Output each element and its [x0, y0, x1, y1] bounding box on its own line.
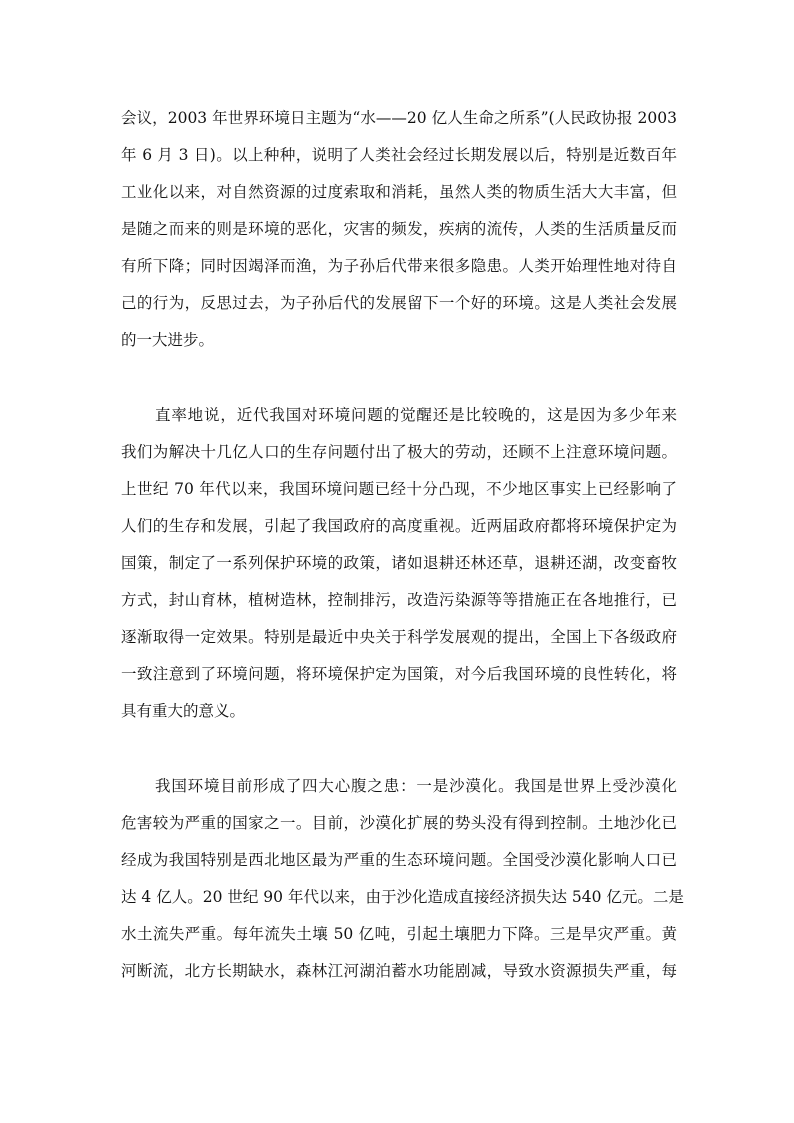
- text-line: 达 4 亿人。20 世纪 90 年代以来，由于沙化造成直接经济损失达 540 亿元。二是: [121, 888, 684, 906]
- text-line: 的一大进步。: [121, 331, 215, 349]
- text-line: 人们的生存和发展，引起了我国政府的高度重视。近两届政府都将环境保护定为: [121, 517, 677, 535]
- text-line: 水土流失严重。每年流失土壤 50 亿吨，引起土壤肥力下降。三是旱灾严重。黄: [121, 925, 677, 943]
- text-line: 河断流，北方长期缺水，森林江河湖泊蓄水功能剧减，导致水资源损失严重，每: [121, 962, 677, 980]
- text-line: 危害较为严重的国家之一。目前，沙漠化扩展的势头没有得到控制。土地沙化已: [121, 814, 677, 832]
- text-line: 年 6 月 3 日)。以上种种，说明了人类社会经过长期发展以后，特别是近数百年: [121, 146, 677, 164]
- text-line: 有所下降；同时因竭泽而渔，为子孙后代带来很多隐患。人类开始理性地对待自: [121, 257, 677, 275]
- text-line: 己的行为，反思过去，为子孙后代的发展留下一个好的环境。这是人类社会发展: [121, 294, 677, 312]
- text-line: 具有重大的意义。: [121, 702, 246, 720]
- text-line: 我们为解决十几亿人口的生存问题付出了极大的劳动，还顾不上注意环境问题。: [121, 443, 677, 461]
- text-line: 上世纪 70 年代以来，我国环境问题已经十分凸现，不少地区事实上已经影响了: [121, 480, 677, 498]
- text-line: 会议，2003 年世界环境日主题为“水——20 亿人生命之所系”(人民政协报 2003: [121, 109, 677, 127]
- text-line: 是随之而来的则是环境的恶化，灾害的频发，疾病的流传，人类的生活质量反而: [121, 220, 677, 238]
- text-line: 经成为我国特别是西北地区最为严重的生态环境问题。全国受沙漠化影响人口已: [121, 851, 677, 869]
- text-line: 我国环境目前形成了四大心腹之患：一是沙漠化。我国是世界上受沙漠化: [155, 777, 677, 795]
- text-line: 国策，制定了一系列保护环境的政策，诸如退耕还林还草，退耕还湖，改变畜牧: [121, 554, 677, 572]
- text-line: 逐渐取得一定效果。特别是最近中央关于科学发展观的提出，全国上下各级政府: [121, 628, 677, 646]
- text-line: 一致注意到了环境问题，将环境保护定为国策，对今后我国环境的良性转化，将: [121, 665, 677, 683]
- text-line: 直率地说，近代我国对环境问题的觉醒还是比较晚的，这是因为多少年来: [155, 406, 677, 424]
- text-line: 方式，封山育林，植树造林，控制排污，改造污染源等等措施正在各地推行，已: [121, 591, 677, 609]
- text-line: 工业化以来，对自然资源的过度索取和消耗，虽然人类的物质生活大大丰富，但: [121, 183, 677, 201]
